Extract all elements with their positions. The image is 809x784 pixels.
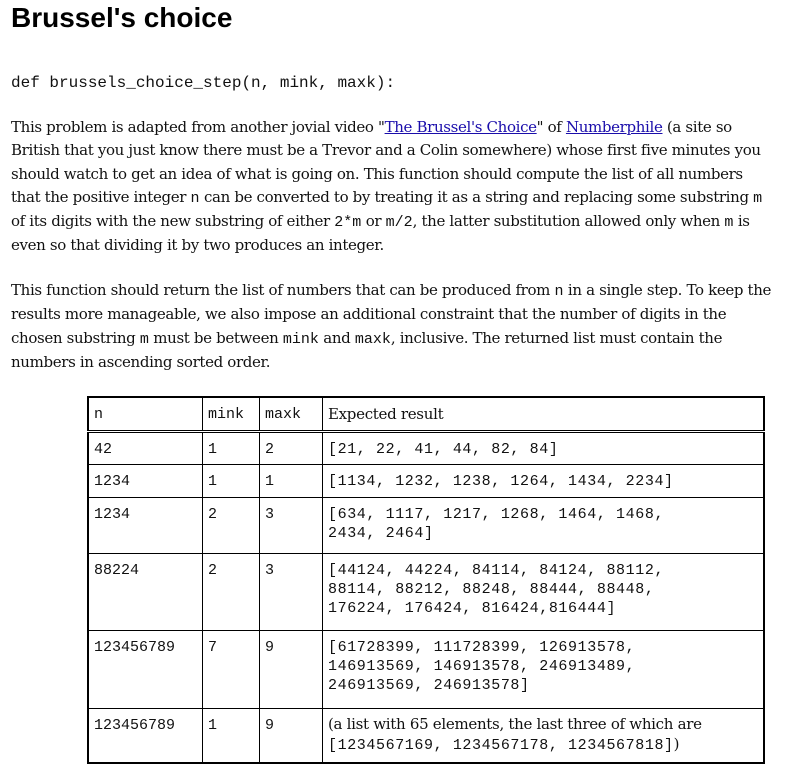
text-span: This function should return the list of numbers that can be produced from [11, 281, 555, 299]
inline-code-n: n [554, 283, 564, 300]
cell-result: [61728399, 111728399, 126913578, 146913569, 146913578, 246913489, 246913569, 246913578] [323, 630, 765, 708]
cell-result: [44124, 44224, 84114, 84124, 88112, 88114, 88212, 88248, 88444, 88448, 176224, 176424, 816424,816444] [323, 553, 765, 630]
cell-mink: 1 [203, 431, 260, 464]
table-row [88, 431, 764, 464]
inline-code-m: m [724, 214, 734, 232]
cell-mink: 7 [203, 630, 260, 708]
text-span: in a single step. To keep the results more manageable, we also impose an additional constraint that the number of digits in the chosen substring [11, 281, 772, 347]
cell-maxk: 2 [260, 431, 323, 464]
table-row [88, 553, 764, 630]
description-paragraph-2 [11, 279, 773, 374]
cell-n: 42 [88, 431, 203, 464]
inline-code-m: m [139, 330, 149, 348]
result-close: ) [673, 734, 680, 753]
text-span: , the latter substitution allowed only when [412, 212, 725, 231]
inline-code-m: m [753, 189, 763, 207]
cell-maxk: 9 [260, 708, 323, 763]
result-code: [1234567169, 1234567178, 1234567818] [328, 736, 674, 754]
table-row [88, 708, 764, 763]
inline-code-maxk: maxk [354, 330, 391, 348]
header-mink: mink [203, 397, 260, 431]
cell-n: 1234 [88, 497, 203, 553]
text-span: of its digits with the new substring of either [11, 212, 335, 231]
cell-mink: 2 [203, 497, 260, 553]
cell-result: [21, 22, 41, 44, 82, 84] [323, 431, 765, 464]
text-span: and [318, 328, 355, 347]
cell-result: [1134, 1232, 1238, 1264, 1434, 2234] [323, 464, 765, 497]
cell-n: 123456789 [88, 708, 203, 763]
result-description: (a list with 65 elements, the last three of which are [328, 714, 702, 733]
table-row [88, 630, 764, 708]
description-paragraph-1 [11, 116, 773, 258]
header-expected-result: Expected result [323, 397, 765, 431]
text-span: can be converted to by treating it as a string and replacing some substring [199, 187, 754, 206]
page-title: Brussel's choice [11, 2, 233, 33]
cell-maxk: 3 [260, 553, 323, 630]
inline-code-mink: mink [282, 330, 319, 348]
table-row [88, 464, 764, 497]
text-span: is even so that dividing it by two produces an integer. [11, 212, 750, 255]
cell-mink: 1 [203, 464, 260, 497]
text-span: " of [536, 118, 566, 136]
text-span: This problem is adapted from another jovial video " [11, 118, 385, 136]
cell-n: 123456789 [88, 630, 203, 708]
table-row [88, 497, 764, 553]
text-span: (a site so British that you just know there must be a Trevor and a Colin somewhere) whose first five minutes you should watch to get an idea of what is going on. This function should compute the list of all numbers that the positive integer [11, 118, 761, 206]
cell-mink: 2 [203, 553, 260, 630]
cell-maxk: 3 [260, 497, 323, 553]
cell-result [323, 708, 765, 763]
cell-n: 88224 [88, 553, 203, 630]
text-span: or [361, 212, 386, 231]
numberphile-link[interactable]: Numberphile [565, 118, 663, 136]
text-span: , inclusive. The returned list must contain the numbers in ascending sorted order. [11, 328, 723, 371]
inline-code-m-half: m/2 [385, 214, 413, 232]
header-n: n [88, 397, 203, 431]
inline-code-2m: 2*m [334, 214, 362, 232]
cell-maxk: 1 [260, 464, 323, 497]
examples-table [87, 396, 765, 764]
cell-maxk: 9 [260, 630, 323, 708]
cell-n: 1234 [88, 464, 203, 497]
brussels-choice-video-link[interactable]: The Brussel's Choice [384, 118, 537, 136]
header-maxk: maxk [260, 397, 323, 431]
inline-code-n: n [190, 189, 200, 207]
cell-result: [634, 1117, 1217, 1268, 1464, 1468, 2434, 2464] [323, 497, 765, 553]
function-signature: def brussels_choice_step(n, mink, maxk): [11, 74, 396, 92]
table-header-row [88, 397, 764, 431]
text-span: must be between [148, 328, 283, 347]
cell-mink: 1 [203, 708, 260, 763]
